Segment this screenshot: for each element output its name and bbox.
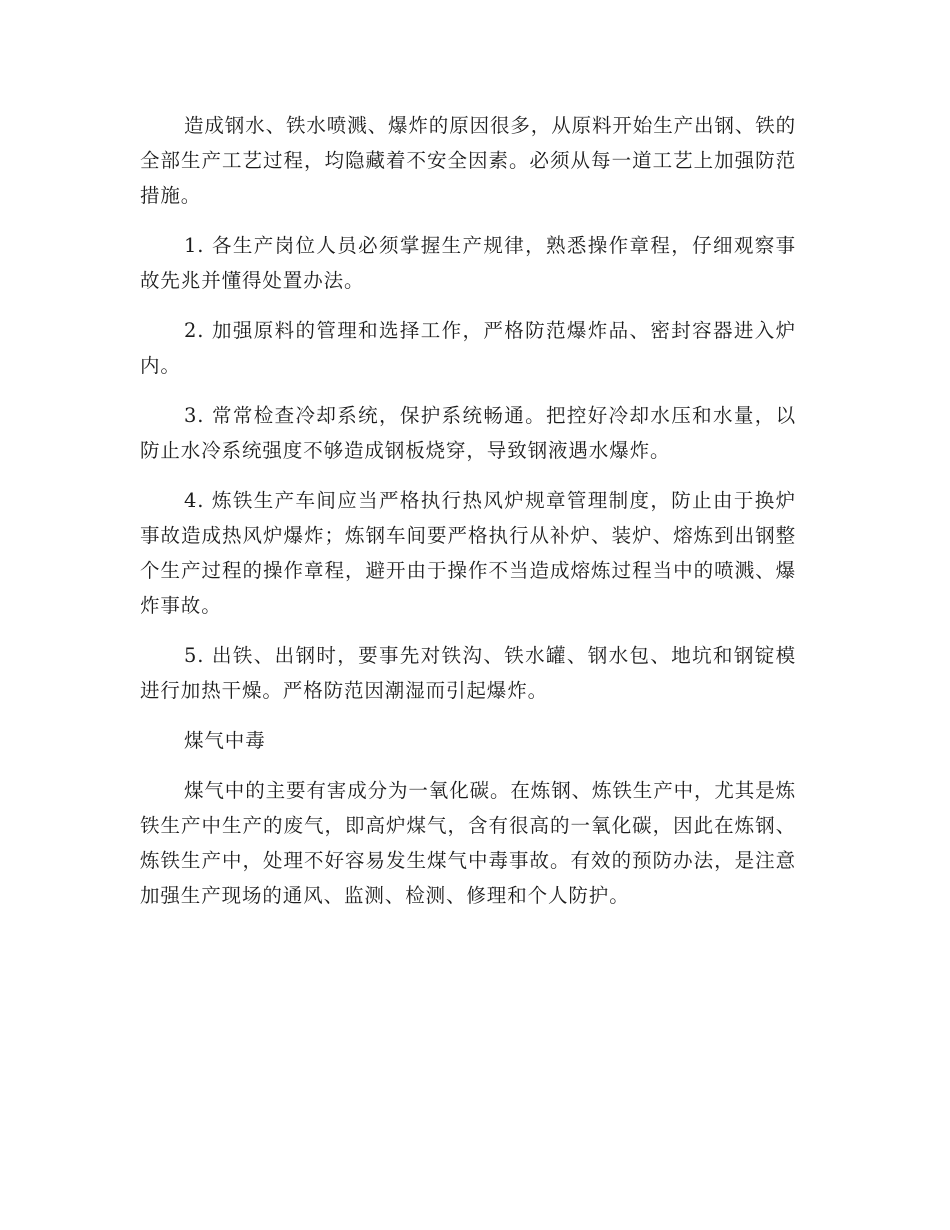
document-body [140,108,796,928]
measure-3-paragraph: 3. 常常检查冷却系统，保护系统畅通。把控好冷却水压和水量，以防止水冷系统强度不够造成钢板烧穿，导致钢液遇水爆炸。 [140,404,796,462]
measure-2-paragraph: 2. 加强原料的管理和选择工作，严格防范爆炸品、密封容器进入炉内。 [140,319,796,377]
section-heading-gas-poisoning: 煤气中毒 [184,729,266,752]
gas-poisoning-paragraph: 煤气中的主要有害成分为一氧化碳。在炼钢、炼铁生产中，尤其是炼铁生产中生产的废气，即高炉煤气，含有很高的一氧化碳，因此在炼钢、炼铁生产中，处理不好容易发生煤气中毒事故。有效的预防办法，是注意加强生产现场的通风、监测、检测、修理和个人防护。 [140,779,797,907]
measure-4-paragraph: 4. 炼铁生产车间应当严格执行热风炉规章管理制度，防止由于换炉事故造成热风炉爆炸；炼钢车间要严格执行从补炉、装炉、熔炼到出钢整个生产过程的操作章程，避开由于操作不当造成熔炼过程当中的喷溅、爆炸事故。 [140,489,796,617]
measure-1-paragraph: 1. 各生产岗位人员必须掌握生产规律，熟悉操作章程，仔细观察事故先兆并懂得处置办法。 [140,234,796,292]
intro-paragraph: 造成钢水、铁水喷溅、爆炸的原因很多，从原料开始生产出钢、铁的全部生产工艺过程，均隐藏着不安全因素。必须从每一道工艺上加强防范措施。 [140,114,797,207]
measure-5-paragraph: 5. 出铁、出钢时，要事先对铁沟、铁水罐、钢水包、地坑和钢锭模进行加热干燥。严格防范因潮湿而引起爆炸。 [140,644,796,702]
